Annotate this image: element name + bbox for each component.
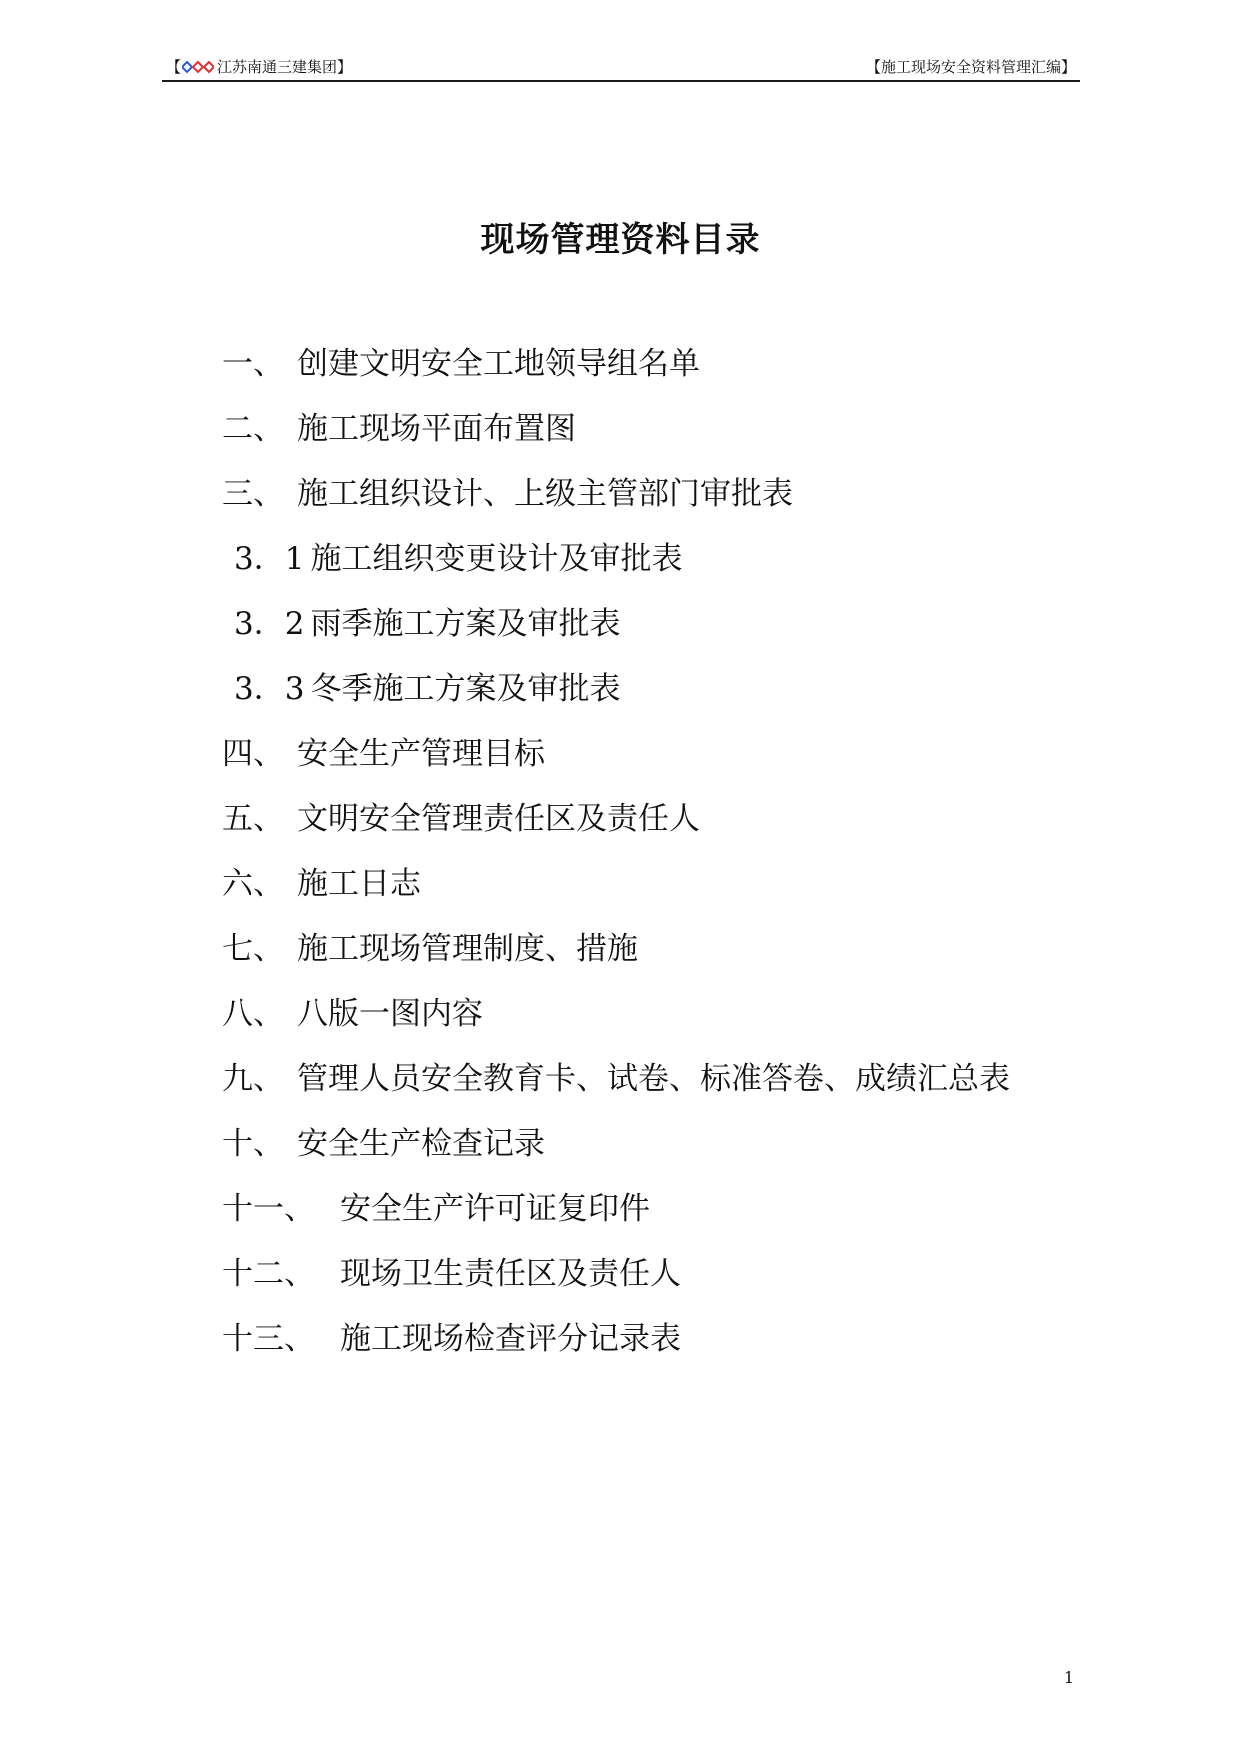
toc-item: [222, 925, 1010, 990]
toc-item-title: 施工现场管理制度、措施: [297, 931, 638, 967]
toc-item-number: 3．1: [234, 541, 305, 577]
company-logo-icon: [182, 60, 214, 74]
header-company-name: 江苏南通三建集团】: [217, 58, 353, 76]
toc-item-title: 现场卫生责任区及责任人: [340, 1256, 681, 1292]
toc-item: [222, 1120, 1010, 1185]
toc-item-number: 六、: [222, 866, 284, 902]
toc-item: [222, 730, 1010, 795]
toc-item-number: 十、: [222, 1126, 284, 1162]
toc-item: [222, 1250, 1010, 1315]
toc-item: [222, 470, 1010, 535]
page-number: 1: [1063, 1668, 1074, 1687]
toc-item-title: 管理人员安全教育卡、试卷、标准答卷、成绩汇总表: [297, 1061, 1010, 1097]
toc-item-title: 雨季施工方案及审批表: [310, 606, 621, 642]
toc-item-title: 八版一图内容: [297, 996, 483, 1032]
toc-item-title: 施工组织设计、上级主管部门审批表: [297, 476, 793, 512]
toc-item: [222, 1315, 1010, 1380]
toc-item-title: 文明安全管理责任区及责任人: [297, 801, 700, 837]
header-left-bracket: 【: [166, 58, 182, 76]
toc-item: [222, 990, 1010, 1055]
toc-item-title: 安全生产许可证复印件: [340, 1191, 650, 1227]
toc-item: [222, 340, 1010, 405]
toc-item-number: 3．2: [234, 606, 305, 642]
toc-item-number: 十二、: [222, 1256, 315, 1292]
page-header: [162, 54, 1080, 82]
toc-item: [222, 405, 1010, 470]
toc-item: [222, 1185, 1010, 1250]
table-of-contents: [222, 340, 1010, 1380]
toc-item-title: 施工组织变更设计及审批表: [310, 541, 683, 577]
toc-item-title: 施工日志: [297, 866, 421, 902]
toc-item-title: 安全生产检查记录: [297, 1126, 545, 1162]
header-company: [166, 56, 352, 77]
toc-subitem: [222, 665, 1010, 730]
toc-item-title: 施工现场检查评分记录表: [340, 1321, 681, 1357]
toc-item-title: 施工现场平面布置图: [297, 411, 576, 447]
toc-item: [222, 1055, 1010, 1120]
page-title: 现场管理资料目录: [480, 220, 761, 260]
toc-item-number: 九、: [222, 1061, 284, 1097]
toc-item-number: 二、: [222, 411, 284, 447]
toc-item-title: 创建文明安全工地领导组名单: [297, 346, 700, 382]
toc-item-number: 3．3: [234, 671, 305, 707]
toc-subitem: [222, 600, 1010, 665]
toc-item-number: 一、: [222, 346, 284, 382]
toc-item: [222, 860, 1010, 925]
header-document-series: 【施工现场安全资料管理汇编】: [865, 58, 1076, 76]
toc-subitem: [222, 535, 1010, 600]
toc-item-number: 八、: [222, 996, 284, 1032]
toc-item-number: 四、: [222, 736, 284, 772]
toc-item-number: 五、: [222, 801, 284, 837]
toc-item-title: 冬季施工方案及审批表: [310, 671, 621, 707]
toc-item-title: 安全生产管理目标: [297, 736, 545, 772]
toc-item-number: 三、: [222, 476, 284, 512]
toc-item-number: 十一、: [222, 1191, 315, 1227]
toc-item-number: 十三、: [222, 1321, 315, 1357]
toc-item: [222, 795, 1010, 860]
toc-item-number: 七、: [222, 931, 284, 967]
